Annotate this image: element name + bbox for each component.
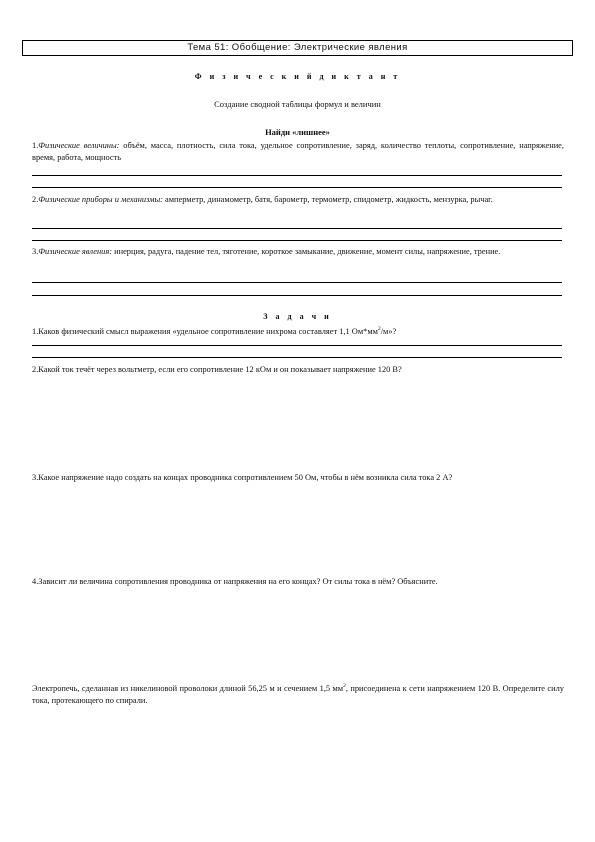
problem-2: 2.Какой ток течёт через вольтметр, если его сопротивление 12 кОм и он показывает напряжение 120 В? (32, 365, 402, 374)
problem-text: 1.Каков физический смысл выражения «удельное сопротивление нихрома составляет 1,1 Ом*мм (32, 327, 378, 336)
item-text: инерция, радуга, падение тел, тяготение, короткое замыкание, движение, момент силы, напряжение, трение. (112, 247, 501, 256)
dictation-item-3 (32, 246, 564, 258)
superscript: 2 (343, 683, 346, 690)
dictation-subheading: Создание сводной таблицы формул и величин (214, 99, 381, 109)
item-number: 1. (32, 141, 39, 150)
problems-heading: З а д а ч и (263, 312, 332, 321)
item-text: объём, масса, плотность, сила тока, удельное сопротивление, заряд, количество теплоты, сопротивление, напряжение, время, работа, мощность (32, 141, 564, 162)
dictation-item-2 (32, 194, 564, 206)
problem-5 (32, 683, 564, 707)
answer-line (32, 228, 562, 229)
problem-3: 3.Какое напряжение надо создать на концах проводника сопротивлением 50 Ом, чтобы в нём возникла сила тока 2 А? (32, 473, 453, 482)
dictation-heading: Ф и з и ч е с к и й д и к т а н т (194, 72, 401, 81)
item-number: 2. (32, 195, 39, 204)
answer-line (32, 357, 562, 358)
problem-text-tail: /м»? (380, 327, 397, 336)
page-title: Тема 51: Обобщение: Электрические явления (22, 40, 573, 56)
answer-line (32, 240, 562, 241)
problem-4: 4.Зависит ли величина сопротивления проводника от напряжения на его концах? От силы тока в нём? Объясните. (32, 577, 438, 586)
dictation-item-1 (32, 140, 564, 164)
task-heading: Найди «лишнее» (265, 127, 330, 137)
answer-line (32, 175, 562, 176)
item-label: Физические приборы и механизмы: (38, 195, 163, 204)
item-label: Физические величины: (38, 141, 120, 150)
problem-1 (32, 326, 564, 338)
item-number: 3. (32, 247, 39, 256)
problem-text: Электропечь, сделанная из никелиновой проволоки длиной 56,25 м и сечением 1,5 мм (32, 684, 344, 693)
answer-line (32, 282, 562, 283)
answer-line (32, 187, 562, 188)
item-text: амперметр, динамометр, батя, барометр, термометр, спидометр, жидкость, мензурка, рычаг. (162, 195, 493, 204)
problem-text-tail: , присоединена к сети напряжением 120 В. Определите силу тока, протекающего по спирали. (32, 684, 564, 705)
answer-line (32, 345, 562, 346)
answer-line (32, 295, 562, 296)
superscript: 2 (377, 326, 381, 333)
item-label: Физические явления: (38, 247, 113, 256)
